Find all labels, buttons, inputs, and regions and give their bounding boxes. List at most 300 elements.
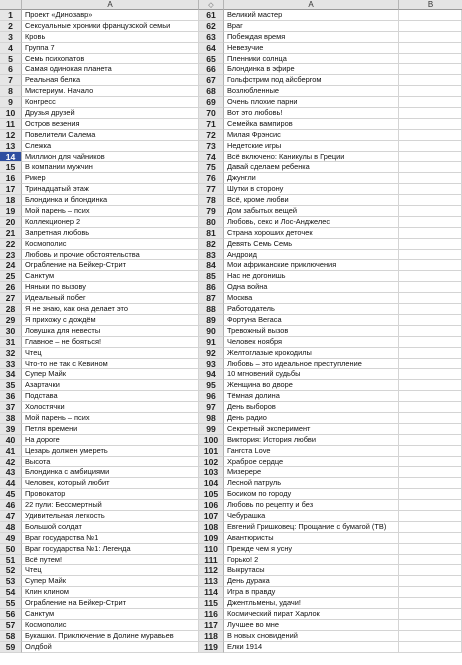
empty-cell[interactable] (399, 250, 462, 261)
empty-cell[interactable] (399, 598, 462, 609)
empty-cell[interactable] (399, 43, 462, 54)
title-cell[interactable]: Проект «Динозавр» (22, 10, 199, 21)
empty-cell[interactable] (399, 457, 462, 468)
title-cell[interactable]: Миллион для чайников (22, 152, 199, 163)
row-number-cell[interactable]: 62 (199, 21, 224, 32)
row-number-cell[interactable]: 115 (199, 598, 224, 609)
empty-cell[interactable] (399, 424, 462, 435)
row-number-cell[interactable]: 30 (0, 326, 22, 337)
title-cell[interactable]: Клин клином (22, 587, 199, 598)
title-cell[interactable]: Блондинка и блондинка (22, 195, 199, 206)
title-cell[interactable]: Лучшее во мне (224, 620, 399, 631)
row-number-cell[interactable]: 44 (0, 478, 22, 489)
empty-cell[interactable] (399, 141, 462, 152)
title-cell[interactable]: Виктория: История любви (224, 435, 399, 446)
empty-cell[interactable] (399, 533, 462, 544)
row-number-cell[interactable]: 113 (199, 576, 224, 587)
title-cell[interactable]: Евгений Гришковец: Прощание с бумагой (TB) (224, 522, 399, 533)
row-number-cell[interactable]: 2 (0, 21, 22, 32)
row-number-cell[interactable]: 61 (199, 10, 224, 21)
title-cell[interactable]: Повелители Салема (22, 130, 199, 141)
title-cell[interactable]: 22 пули: Бессмертный (22, 500, 199, 511)
title-cell[interactable]: Мистериум. Начало (22, 86, 199, 97)
row-number-cell[interactable]: 50 (0, 544, 22, 555)
row-number-cell[interactable]: 108 (199, 522, 224, 533)
row-number-cell[interactable]: 72 (199, 130, 224, 141)
title-cell[interactable]: Москва (224, 293, 399, 304)
row-number-cell[interactable]: 85 (199, 271, 224, 282)
title-cell[interactable]: Семейка вампиров (224, 119, 399, 130)
row-number-cell[interactable]: 54 (0, 587, 22, 598)
row-number-cell[interactable]: 114 (199, 587, 224, 598)
title-cell[interactable]: Босиком по городу (224, 489, 399, 500)
title-cell[interactable]: Главное – не бояться! (22, 337, 199, 348)
title-cell[interactable]: Великий мастер (224, 10, 399, 21)
row-number-cell[interactable]: 51 (0, 555, 22, 566)
empty-cell[interactable] (399, 620, 462, 631)
row-number-cell[interactable]: 11 (0, 119, 22, 130)
title-cell[interactable]: Космополис (22, 239, 199, 250)
title-cell[interactable]: Чтец (22, 565, 199, 576)
row-number-cell[interactable]: 92 (199, 348, 224, 359)
empty-cell[interactable] (399, 446, 462, 457)
title-cell[interactable]: Букашки. Приключение в Долине муравьев (22, 631, 199, 642)
title-cell[interactable]: Азартачки (22, 380, 199, 391)
title-cell[interactable]: Девять Семь Семь (224, 239, 399, 250)
title-cell[interactable]: Идеальный побег (22, 293, 199, 304)
title-cell[interactable]: Петля времени (22, 424, 199, 435)
row-number-cell[interactable]: 74 (199, 152, 224, 163)
title-cell[interactable]: Лесной патруль (224, 478, 399, 489)
title-cell[interactable]: Враг (224, 21, 399, 32)
row-number-cell[interactable]: 64 (199, 43, 224, 54)
empty-cell[interactable] (399, 391, 462, 402)
title-cell[interactable]: Я прихожу с дождём (22, 315, 199, 326)
empty-cell[interactable] (399, 173, 462, 184)
empty-cell[interactable] (399, 152, 462, 163)
title-cell[interactable]: Запретная любовь (22, 228, 199, 239)
empty-cell[interactable] (399, 206, 462, 217)
title-cell[interactable]: Всё включено: Каникулы в Греции (224, 152, 399, 163)
empty-cell[interactable] (399, 21, 462, 32)
row-number-cell[interactable]: 18 (0, 195, 22, 206)
title-cell[interactable]: Вот это любовь! (224, 108, 399, 119)
row-number-cell[interactable]: 34 (0, 369, 22, 380)
empty-cell[interactable] (399, 108, 462, 119)
empty-cell[interactable] (399, 348, 462, 359)
row-number-cell[interactable]: 118 (199, 631, 224, 642)
row-number-cell[interactable]: 100 (199, 435, 224, 446)
empty-cell[interactable] (399, 64, 462, 75)
title-cell[interactable]: Джунгли (224, 173, 399, 184)
empty-cell[interactable] (399, 86, 462, 97)
column-header-b[interactable] (399, 0, 462, 10)
title-cell[interactable]: Коллекционер 2 (22, 217, 199, 228)
column-header-left[interactable] (22, 0, 199, 10)
row-number-cell[interactable]: 55 (0, 598, 22, 609)
row-number-cell[interactable]: 35 (0, 380, 22, 391)
row-number-cell[interactable]: 19 (0, 206, 22, 217)
frozen-split-header[interactable] (199, 0, 224, 10)
title-cell[interactable]: Очень плохие парни (224, 97, 399, 108)
empty-cell[interactable] (399, 478, 462, 489)
row-number-cell[interactable]: 79 (199, 206, 224, 217)
row-number-cell[interactable]: 32 (0, 348, 22, 359)
title-cell[interactable]: Пленники солнца (224, 54, 399, 65)
empty-cell[interactable] (399, 162, 462, 173)
title-cell[interactable]: Секретный эксперимент (224, 424, 399, 435)
row-number-cell[interactable]: 38 (0, 413, 22, 424)
empty-cell[interactable] (399, 500, 462, 511)
title-cell[interactable]: Олдбой (22, 642, 199, 653)
empty-cell[interactable] (399, 315, 462, 326)
title-cell[interactable]: Женщина во дворе (224, 380, 399, 391)
title-cell[interactable]: Ограбление на Бейкер-Стрит (22, 598, 199, 609)
row-number-cell[interactable]: 16 (0, 173, 22, 184)
title-cell[interactable]: Чебурашка (224, 511, 399, 522)
title-cell[interactable]: Подстава (22, 391, 199, 402)
row-number-cell[interactable]: 70 (199, 108, 224, 119)
empty-cell[interactable] (399, 97, 462, 108)
row-number-cell[interactable]: 37 (0, 402, 22, 413)
title-cell[interactable]: Работодатель (224, 304, 399, 315)
row-number-cell[interactable]: 88 (199, 304, 224, 315)
row-number-cell[interactable]: 94 (199, 369, 224, 380)
empty-cell[interactable] (399, 467, 462, 478)
row-number-cell[interactable]: 119 (199, 642, 224, 653)
row-number-cell[interactable]: 69 (199, 97, 224, 108)
empty-cell[interactable] (399, 642, 462, 653)
empty-cell[interactable] (399, 587, 462, 598)
title-cell[interactable]: Любовь по рецепту и без (224, 500, 399, 511)
row-number-cell[interactable]: 63 (199, 32, 224, 43)
title-cell[interactable]: Супер Майк (22, 576, 199, 587)
row-number-cell[interactable]: 87 (199, 293, 224, 304)
title-cell[interactable]: Милая Фрэнсис (224, 130, 399, 141)
row-number-cell[interactable]: 117 (199, 620, 224, 631)
empty-cell[interactable] (399, 631, 462, 642)
row-number-cell[interactable]: 86 (199, 282, 224, 293)
title-cell[interactable]: В компании мужчин (22, 162, 199, 173)
title-cell[interactable]: Елки 1914 (224, 642, 399, 653)
empty-cell[interactable] (399, 228, 462, 239)
title-cell[interactable]: Храброе сердце (224, 457, 399, 468)
empty-cell[interactable] (399, 435, 462, 446)
row-number-cell[interactable]: 93 (199, 359, 224, 370)
row-number-cell[interactable]: 47 (0, 511, 22, 522)
empty-cell[interactable] (399, 326, 462, 337)
title-cell[interactable]: Игра в правду (224, 587, 399, 598)
empty-cell[interactable] (399, 576, 462, 587)
row-number-cell[interactable]: 76 (199, 173, 224, 184)
row-number-cell[interactable]: 7 (0, 75, 22, 86)
row-number-cell[interactable]: 82 (199, 239, 224, 250)
title-cell[interactable]: Враг государства №1 (22, 533, 199, 544)
row-number-cell[interactable]: 15 (0, 162, 22, 173)
row-number-cell[interactable]: 48 (0, 522, 22, 533)
row-number-cell[interactable]: 84 (199, 260, 224, 271)
row-number-cell[interactable]: 107 (199, 511, 224, 522)
row-number-cell[interactable]: 52 (0, 565, 22, 576)
title-cell[interactable]: Космополис (22, 620, 199, 631)
row-number-cell[interactable]: 41 (0, 446, 22, 457)
row-number-cell[interactable]: 91 (199, 337, 224, 348)
title-cell[interactable]: Семь психопатов (22, 54, 199, 65)
empty-cell[interactable] (399, 271, 462, 282)
title-cell[interactable]: Остров везения (22, 119, 199, 130)
title-cell[interactable]: Недетские игры (224, 141, 399, 152)
title-cell[interactable]: Андроид (224, 250, 399, 261)
empty-cell[interactable] (399, 565, 462, 576)
row-number-cell[interactable]: 111 (199, 555, 224, 566)
title-cell[interactable]: Ловушка для невесты (22, 326, 199, 337)
row-number-cell[interactable]: 12 (0, 130, 22, 141)
row-number-cell[interactable]: 3 (0, 32, 22, 43)
empty-cell[interactable] (399, 239, 462, 250)
title-cell[interactable]: День радио (224, 413, 399, 424)
title-cell[interactable]: Санктум (22, 271, 199, 282)
empty-cell[interactable] (399, 489, 462, 500)
empty-cell[interactable] (399, 359, 462, 370)
row-number-cell[interactable]: 45 (0, 489, 22, 500)
row-number-cell[interactable]: 58 (0, 631, 22, 642)
row-number-cell[interactable]: 46 (0, 500, 22, 511)
title-cell[interactable]: Мои африканские приключения (224, 260, 399, 271)
row-number-cell[interactable]: 81 (199, 228, 224, 239)
title-cell[interactable]: Шутки в сторону (224, 184, 399, 195)
row-number-cell[interactable]: 56 (0, 609, 22, 620)
row-number-cell[interactable]: 109 (199, 533, 224, 544)
title-cell[interactable]: Супер Майк (22, 369, 199, 380)
title-cell[interactable]: Всё путем! (22, 555, 199, 566)
row-number-cell[interactable]: 57 (0, 620, 22, 631)
corner-cell[interactable] (0, 0, 22, 10)
title-cell[interactable]: Желтоглазые крокодилы (224, 348, 399, 359)
row-number-cell[interactable]: 10 (0, 108, 22, 119)
title-cell[interactable]: Санктум (22, 609, 199, 620)
row-number-cell[interactable]: 77 (199, 184, 224, 195)
row-number-cell[interactable]: 25 (0, 271, 22, 282)
title-cell[interactable]: Авантюристы (224, 533, 399, 544)
row-number-cell[interactable]: 75 (199, 162, 224, 173)
row-number-cell[interactable]: 20 (0, 217, 22, 228)
title-cell[interactable]: Чтец (22, 348, 199, 359)
row-number-cell[interactable]: 97 (199, 402, 224, 413)
title-cell[interactable]: День дурака (224, 576, 399, 587)
row-number-cell[interactable]: 8 (0, 86, 22, 97)
title-cell[interactable]: Ограбление на Бейкер-Стрит (22, 260, 199, 271)
title-cell[interactable]: Мизерере (224, 467, 399, 478)
row-number-cell[interactable]: 36 (0, 391, 22, 402)
title-cell[interactable]: Тёмная долина (224, 391, 399, 402)
row-number-cell[interactable]: 116 (199, 609, 224, 620)
title-cell[interactable]: Выкрутасы (224, 565, 399, 576)
empty-cell[interactable] (399, 522, 462, 533)
empty-cell[interactable] (399, 402, 462, 413)
title-cell[interactable]: Человек, который любит (22, 478, 199, 489)
title-cell[interactable]: Блондинка с амбициями (22, 467, 199, 478)
empty-cell[interactable] (399, 304, 462, 315)
title-cell[interactable]: Любовь и прочие обстоятельства (22, 250, 199, 261)
row-number-cell[interactable]: 99 (199, 424, 224, 435)
title-cell[interactable]: Блондинка в эфире (224, 64, 399, 75)
empty-cell[interactable] (399, 282, 462, 293)
title-cell[interactable]: Побеждая время (224, 32, 399, 43)
title-cell[interactable]: Любовь, секс и Лос-Анджелес (224, 217, 399, 228)
row-number-cell[interactable]: 101 (199, 446, 224, 457)
row-number-cell[interactable]: 90 (199, 326, 224, 337)
row-number-cell[interactable]: 33 (0, 359, 22, 370)
title-cell[interactable]: На дороге (22, 435, 199, 446)
title-cell[interactable]: Удивительная легкость (22, 511, 199, 522)
row-number-cell[interactable]: 80 (199, 217, 224, 228)
title-cell[interactable]: Мой парень – псих (22, 206, 199, 217)
title-cell[interactable]: Слежка (22, 141, 199, 152)
title-cell[interactable]: Фортуна Вегаса (224, 315, 399, 326)
title-cell[interactable]: День выборов (224, 402, 399, 413)
row-number-cell[interactable]: 110 (199, 544, 224, 555)
title-cell[interactable]: Гангста Love (224, 446, 399, 457)
title-cell[interactable]: Самая одинокая планета (22, 64, 199, 75)
row-number-cell[interactable]: 21 (0, 228, 22, 239)
title-cell[interactable]: Я не знаю, как она делает это (22, 304, 199, 315)
row-number-cell[interactable]: 26 (0, 282, 22, 293)
title-cell[interactable]: Космический пират Харлок (224, 609, 399, 620)
title-cell[interactable]: Нас не догонишь (224, 271, 399, 282)
row-number-cell[interactable]: 43 (0, 467, 22, 478)
empty-cell[interactable] (399, 54, 462, 65)
row-number-cell[interactable]: 14 (0, 152, 22, 163)
row-number-cell[interactable]: 42 (0, 457, 22, 468)
row-number-cell[interactable]: 103 (199, 467, 224, 478)
row-number-cell[interactable]: 106 (199, 500, 224, 511)
row-number-cell[interactable]: 67 (199, 75, 224, 86)
title-cell[interactable]: Давай сделаем ребенка (224, 162, 399, 173)
empty-cell[interactable] (399, 380, 462, 391)
empty-cell[interactable] (399, 32, 462, 43)
empty-cell[interactable] (399, 119, 462, 130)
row-number-cell[interactable]: 17 (0, 184, 22, 195)
title-cell[interactable]: Тринадцатый этаж (22, 184, 199, 195)
empty-cell[interactable] (399, 511, 462, 522)
row-number-cell[interactable]: 89 (199, 315, 224, 326)
title-cell[interactable]: Джентльмены, удачи! (224, 598, 399, 609)
row-number-cell[interactable]: 78 (199, 195, 224, 206)
column-header-right[interactable] (224, 0, 399, 10)
empty-cell[interactable] (399, 337, 462, 348)
row-number-cell[interactable]: 49 (0, 533, 22, 544)
empty-cell[interactable] (399, 10, 462, 21)
empty-cell[interactable] (399, 609, 462, 620)
row-number-cell[interactable]: 71 (199, 119, 224, 130)
row-number-cell[interactable]: 98 (199, 413, 224, 424)
title-cell[interactable]: Холостячки (22, 402, 199, 413)
row-number-cell[interactable]: 104 (199, 478, 224, 489)
empty-cell[interactable] (399, 75, 462, 86)
row-number-cell[interactable]: 24 (0, 260, 22, 271)
row-number-cell[interactable]: 96 (199, 391, 224, 402)
title-cell[interactable]: Горько! 2 (224, 555, 399, 566)
row-number-cell[interactable]: 22 (0, 239, 22, 250)
row-number-cell[interactable]: 6 (0, 64, 22, 75)
row-number-cell[interactable]: 1 (0, 10, 22, 21)
empty-cell[interactable] (399, 184, 462, 195)
row-number-cell[interactable]: 53 (0, 576, 22, 587)
empty-cell[interactable] (399, 195, 462, 206)
title-cell[interactable]: Провокатор (22, 489, 199, 500)
title-cell[interactable]: Всё, кроме любви (224, 195, 399, 206)
empty-cell[interactable] (399, 217, 462, 228)
empty-cell[interactable] (399, 413, 462, 424)
empty-cell[interactable] (399, 260, 462, 271)
row-number-cell[interactable]: 29 (0, 315, 22, 326)
row-number-cell[interactable]: 9 (0, 97, 22, 108)
row-number-cell[interactable]: 65 (199, 54, 224, 65)
row-number-cell[interactable]: 59 (0, 642, 22, 653)
title-cell[interactable]: Реальная белка (22, 75, 199, 86)
row-number-cell[interactable]: 28 (0, 304, 22, 315)
row-number-cell[interactable]: 112 (199, 565, 224, 576)
title-cell[interactable]: В новых сновидений (224, 631, 399, 642)
title-cell[interactable]: Что-то не так с Кевином (22, 359, 199, 370)
row-number-cell[interactable]: 27 (0, 293, 22, 304)
empty-cell[interactable] (399, 369, 462, 380)
title-cell[interactable]: Друзья друзей (22, 108, 199, 119)
title-cell[interactable]: Мой парень – псих (22, 413, 199, 424)
empty-cell[interactable] (399, 555, 462, 566)
title-cell[interactable]: Няньки по вызову (22, 282, 199, 293)
row-number-cell[interactable]: 39 (0, 424, 22, 435)
empty-cell[interactable] (399, 293, 462, 304)
title-cell[interactable]: Одна война (224, 282, 399, 293)
title-cell[interactable]: Группа 7 (22, 43, 199, 54)
title-cell[interactable]: Цезарь должен умереть (22, 446, 199, 457)
row-number-cell[interactable]: 66 (199, 64, 224, 75)
title-cell[interactable]: Сексуальные хроники французской семьи (22, 21, 199, 32)
title-cell[interactable]: Невезучие (224, 43, 399, 54)
row-number-cell[interactable]: 83 (199, 250, 224, 261)
row-number-cell[interactable]: 23 (0, 250, 22, 261)
row-number-cell[interactable]: 5 (0, 54, 22, 65)
title-cell[interactable]: Любовь – это идеальное преступление (224, 359, 399, 370)
row-number-cell[interactable]: 95 (199, 380, 224, 391)
title-cell[interactable]: Конгресс (22, 97, 199, 108)
title-cell[interactable]: Кровь (22, 32, 199, 43)
row-number-cell[interactable]: 105 (199, 489, 224, 500)
title-cell[interactable]: Прежде чем я усну (224, 544, 399, 555)
empty-cell[interactable] (399, 544, 462, 555)
title-cell[interactable]: Большой солдат (22, 522, 199, 533)
row-number-cell[interactable]: 68 (199, 86, 224, 97)
title-cell[interactable]: Тревожный вызов (224, 326, 399, 337)
row-number-cell[interactable]: 31 (0, 337, 22, 348)
title-cell[interactable]: Возлюбленные (224, 86, 399, 97)
row-number-cell[interactable]: 102 (199, 457, 224, 468)
row-number-cell[interactable]: 4 (0, 43, 22, 54)
title-cell[interactable]: Дом забытых вещей (224, 206, 399, 217)
title-cell[interactable]: Высота (22, 457, 199, 468)
row-number-cell[interactable]: 73 (199, 141, 224, 152)
title-cell[interactable]: Гольфстрим под айсбергом (224, 75, 399, 86)
title-cell[interactable]: Враг государства №1: Легенда (22, 544, 199, 555)
empty-cell[interactable] (399, 130, 462, 141)
title-cell[interactable]: Рикер (22, 173, 199, 184)
title-cell[interactable]: Страна хороших деточек (224, 228, 399, 239)
row-number-cell[interactable]: 13 (0, 141, 22, 152)
title-cell[interactable]: 10 мгновений судьбы (224, 369, 399, 380)
row-number-cell[interactable]: 40 (0, 435, 22, 446)
title-cell[interactable]: Человек ноября (224, 337, 399, 348)
